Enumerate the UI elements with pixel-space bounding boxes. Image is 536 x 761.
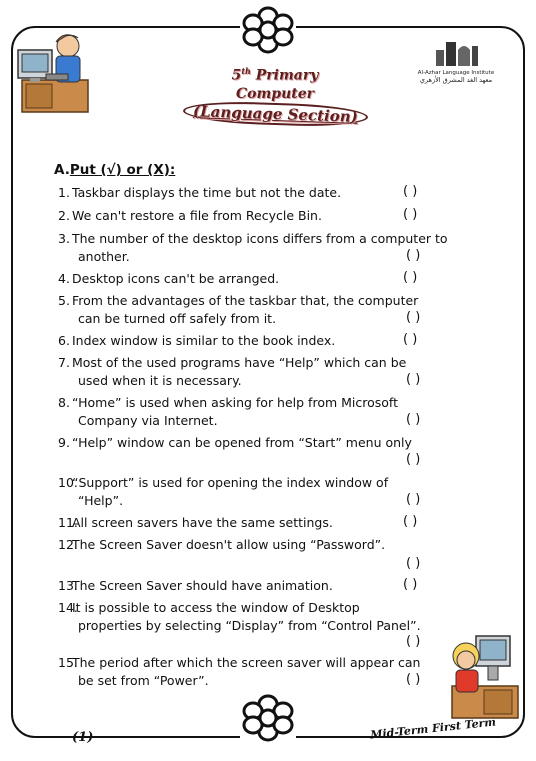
section-title: (Language Section) (182, 99, 367, 127)
institute-logo-text (404, 70, 508, 84)
answer-box[interactable]: ( ) (403, 514, 418, 529)
question-number: 13. (58, 578, 78, 593)
exercise-letter: A. (54, 162, 70, 178)
question-number: 3. (58, 231, 70, 246)
girl-at-computer-clipart-icon (446, 628, 526, 724)
question-number: 10. (58, 475, 78, 490)
answer-box[interactable]: ( ) (406, 634, 421, 649)
question-text: The Screen Saver should have animation. (72, 578, 333, 593)
grade-suffix: th (241, 66, 251, 76)
question-text: It is possible to access the window of Desktop (72, 600, 360, 615)
answer-box[interactable]: ( ) (403, 207, 418, 222)
question-text: “Home” is used when asking for help from Microsoft (72, 395, 398, 410)
exercise-instruction: Put (√) or (X): (69, 162, 176, 178)
question-number: 12. (58, 537, 78, 552)
question-number: 9. (58, 435, 70, 450)
question-item (58, 536, 478, 554)
question-text: All screen savers have the same settings. (72, 515, 333, 530)
question-text-continued: can be turned off safely from it. (78, 311, 277, 326)
question-number: 2. (58, 208, 70, 223)
question-number: 1. (58, 185, 70, 200)
question-number: 11. (58, 515, 78, 530)
question-text: “Help” window can be opened from “Start” menu only (72, 435, 412, 450)
question-text: The Screen Saver doesn't allow using “Password”. (72, 537, 386, 552)
answer-box[interactable]: ( ) (406, 412, 421, 427)
question-number: 15. (58, 655, 78, 670)
question-text: “Support” is used for opening the index window of (72, 475, 389, 490)
answer-box[interactable]: ( ) (406, 452, 421, 467)
question-text: Desktop icons can't be arranged. (72, 271, 280, 286)
question-number: 8. (58, 395, 70, 410)
question-number: 6. (58, 333, 70, 348)
grade-number: 5 (231, 67, 242, 84)
question-text: Taskbar displays the time but not the date. (72, 185, 342, 200)
answer-box[interactable]: ( ) (403, 332, 418, 347)
answer-box[interactable]: ( ) (403, 184, 418, 199)
answer-box[interactable]: ( ) (406, 372, 421, 387)
question-text-continued: used when it is necessary. (78, 373, 242, 388)
question-text-continued: “Help”. (78, 493, 124, 508)
answer-box[interactable]: ( ) (406, 248, 421, 263)
exam-label: Mid-Term First Term (369, 715, 497, 742)
question-text-continued: be set from “Power”. (78, 673, 209, 688)
grade-line (170, 62, 380, 85)
question-number: 5. (58, 293, 70, 308)
answer-box[interactable]: ( ) (406, 672, 421, 687)
question-text: The number of the desktop icons differs from a computer to (72, 231, 448, 246)
answer-box[interactable]: ( ) (403, 270, 418, 285)
question-text: Index window is similar to the book index. (72, 333, 336, 348)
question-number: 7. (58, 355, 70, 370)
question-text: Most of the used programs have “Help” which can be (72, 355, 407, 370)
boy-at-computer-clipart-icon (14, 30, 94, 122)
question-text-continued: Company via Internet. (78, 413, 218, 428)
question-text-continued: properties by selecting “Display” from “Control Panel”. (78, 618, 421, 633)
answer-box[interactable]: ( ) (406, 310, 421, 325)
exercise-heading (54, 162, 175, 178)
flower-ornament-bottom-icon (240, 694, 296, 742)
page-number: (1) (72, 730, 94, 745)
question-text: We can't restore a file from Recycle Bin. (72, 208, 322, 223)
answer-box[interactable]: ( ) (406, 556, 421, 571)
answer-box[interactable]: ( ) (403, 577, 418, 592)
answer-box[interactable]: ( ) (406, 492, 421, 507)
institute-logo-icon (432, 38, 482, 68)
subject-title: Computer (235, 85, 314, 102)
question-number: 4. (58, 271, 70, 286)
question-text: The period after which the screen saver will appear can (72, 655, 421, 670)
logo-text-english: Al-Azhar Language Institute (417, 70, 495, 76)
worksheet-title (170, 62, 380, 125)
grade-word: Primary (250, 67, 319, 84)
question-item (58, 599, 478, 635)
question-item (58, 434, 478, 452)
question-number: 14. (58, 600, 78, 615)
question-text-continued: another. (78, 249, 130, 264)
flower-ornament-top-icon (240, 6, 296, 54)
logo-text-arabic: معهد الغد المشرق الأزهري (419, 76, 493, 84)
question-text: From the advantages of the taskbar that, the computer (72, 293, 419, 308)
